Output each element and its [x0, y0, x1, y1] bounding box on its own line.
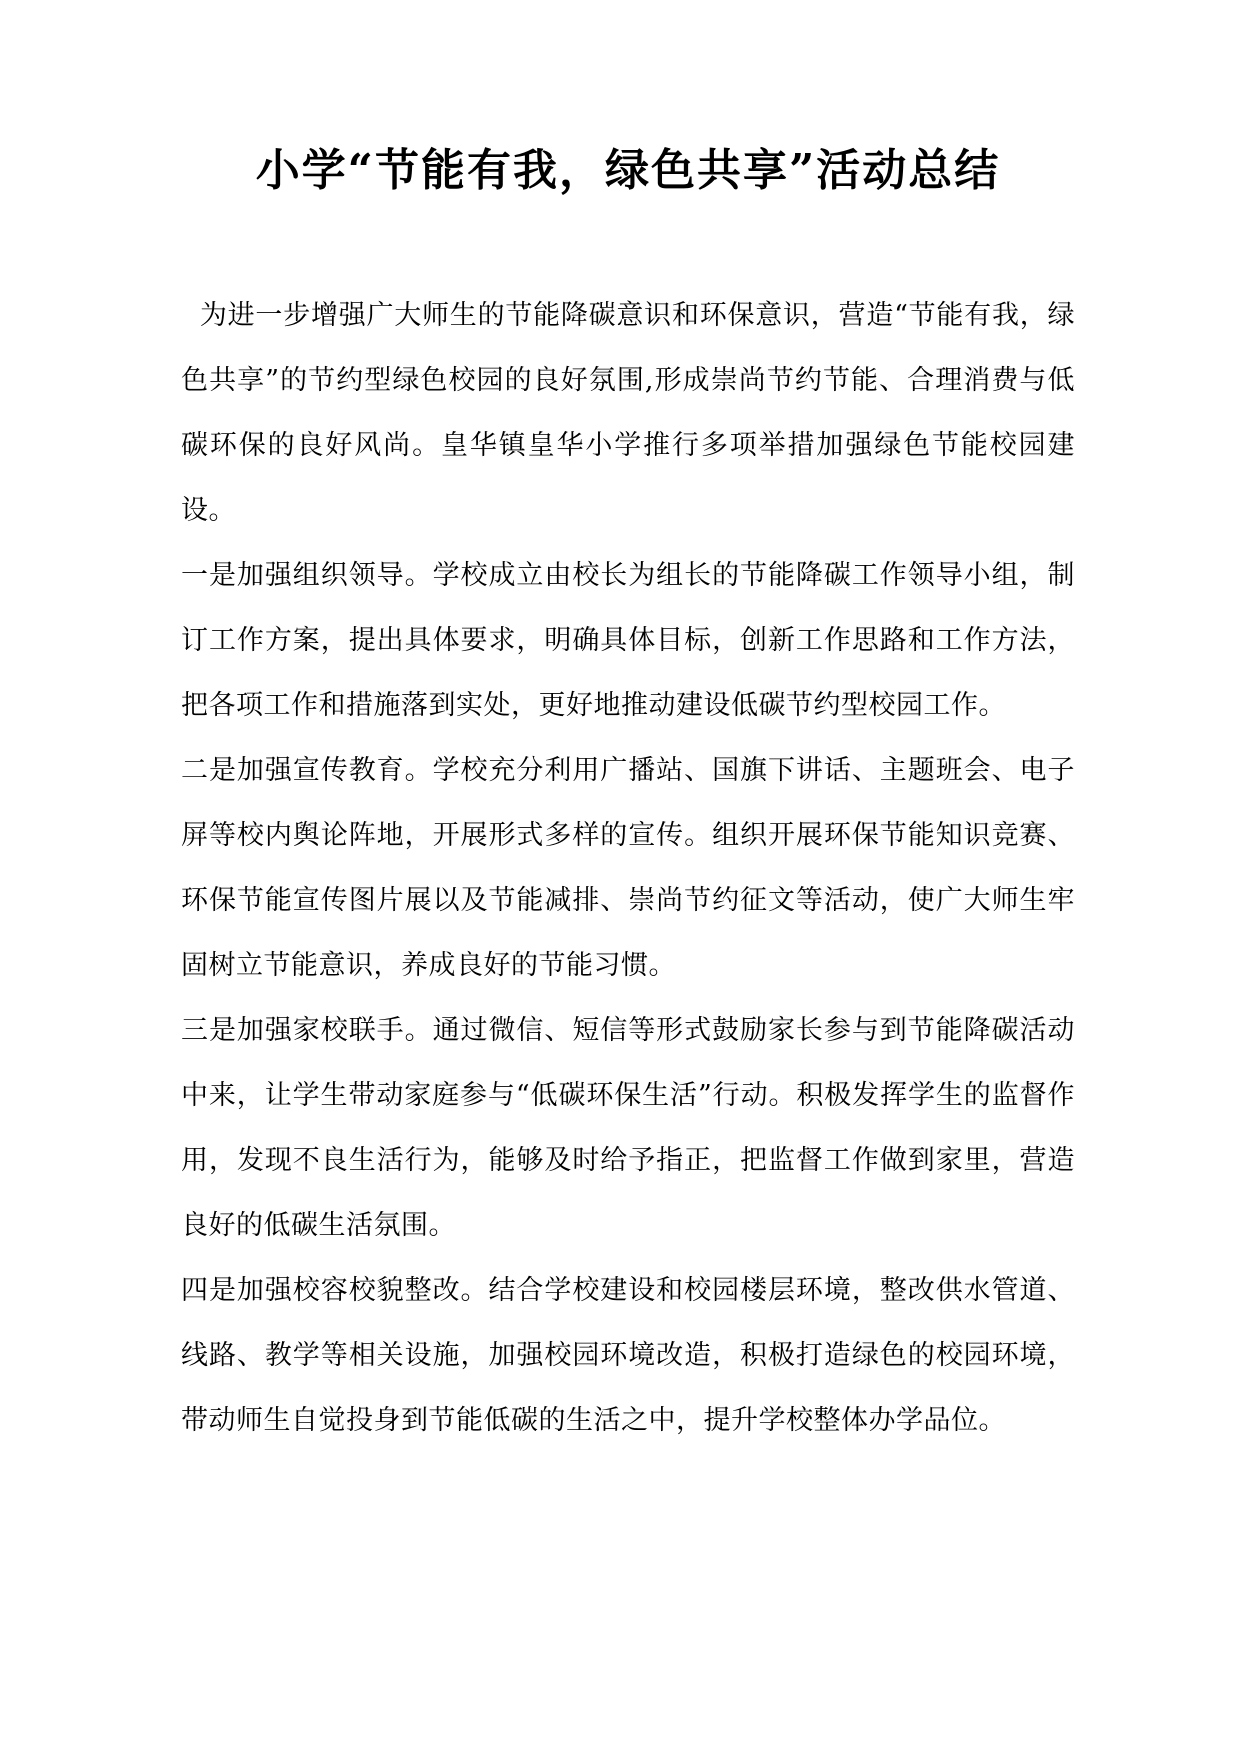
paragraph: 三是加强家校联手。通过微信、短信等形式鼓励家长参与到节能降碳活动中来，让学生带动家庭参与“低碳环保生活”行动。积极发挥学生的监督作用，发现不良生活行为，能够及时给予指正，把监督工作做到家里，营造良好的低碳生活氛围。: [181, 1015, 1075, 1241]
paragraph: 二是加强宣传教育。学校充分利用广播站、国旗下讲话、主题班会、电子屏等校内舆论阵地，开展形式多样的宣传。组织开展环保节能知识竞赛、环保节能宣传图片展以及节能减排、崇尚节约征文等活动，使广大师生牢固树立节能意识，养成良好的节能习惯。: [181, 755, 1075, 981]
paragraph: 四是加强校容校貌整改。结合学校建设和校园楼层环境，整改供水管道、线路、教学等相关设施，加强校园环境改造，积极打造绿色的校园环境，带动师生自觉投身到节能低碳的生活之中，提升学校整体办学品位。: [181, 1275, 1075, 1436]
paragraph: 为进一步增强广大师生的节能降碳意识和环保意识，营造“节能有我，绿色共享”的节约型绿色校园的良好氛围,形成崇尚节约节能、合理消费与低碳环保的良好风尚。皇华镇皇华小学推行多项举措加强绿色节能校园建设。: [181, 300, 1075, 526]
document-body: [181, 283, 1075, 1453]
document-title: 小学“节能有我，绿色共享”活动总结: [255, 145, 1001, 196]
paragraph: 一是加强组织领导。学校成立由校长为组长的节能降碳工作领导小组，制订工作方案，提出具体要求，明确具体目标，创新工作思路和工作方法，把各项工作和措施落到实处，更好地推动建设低碳节约型校园工作。: [181, 560, 1075, 721]
